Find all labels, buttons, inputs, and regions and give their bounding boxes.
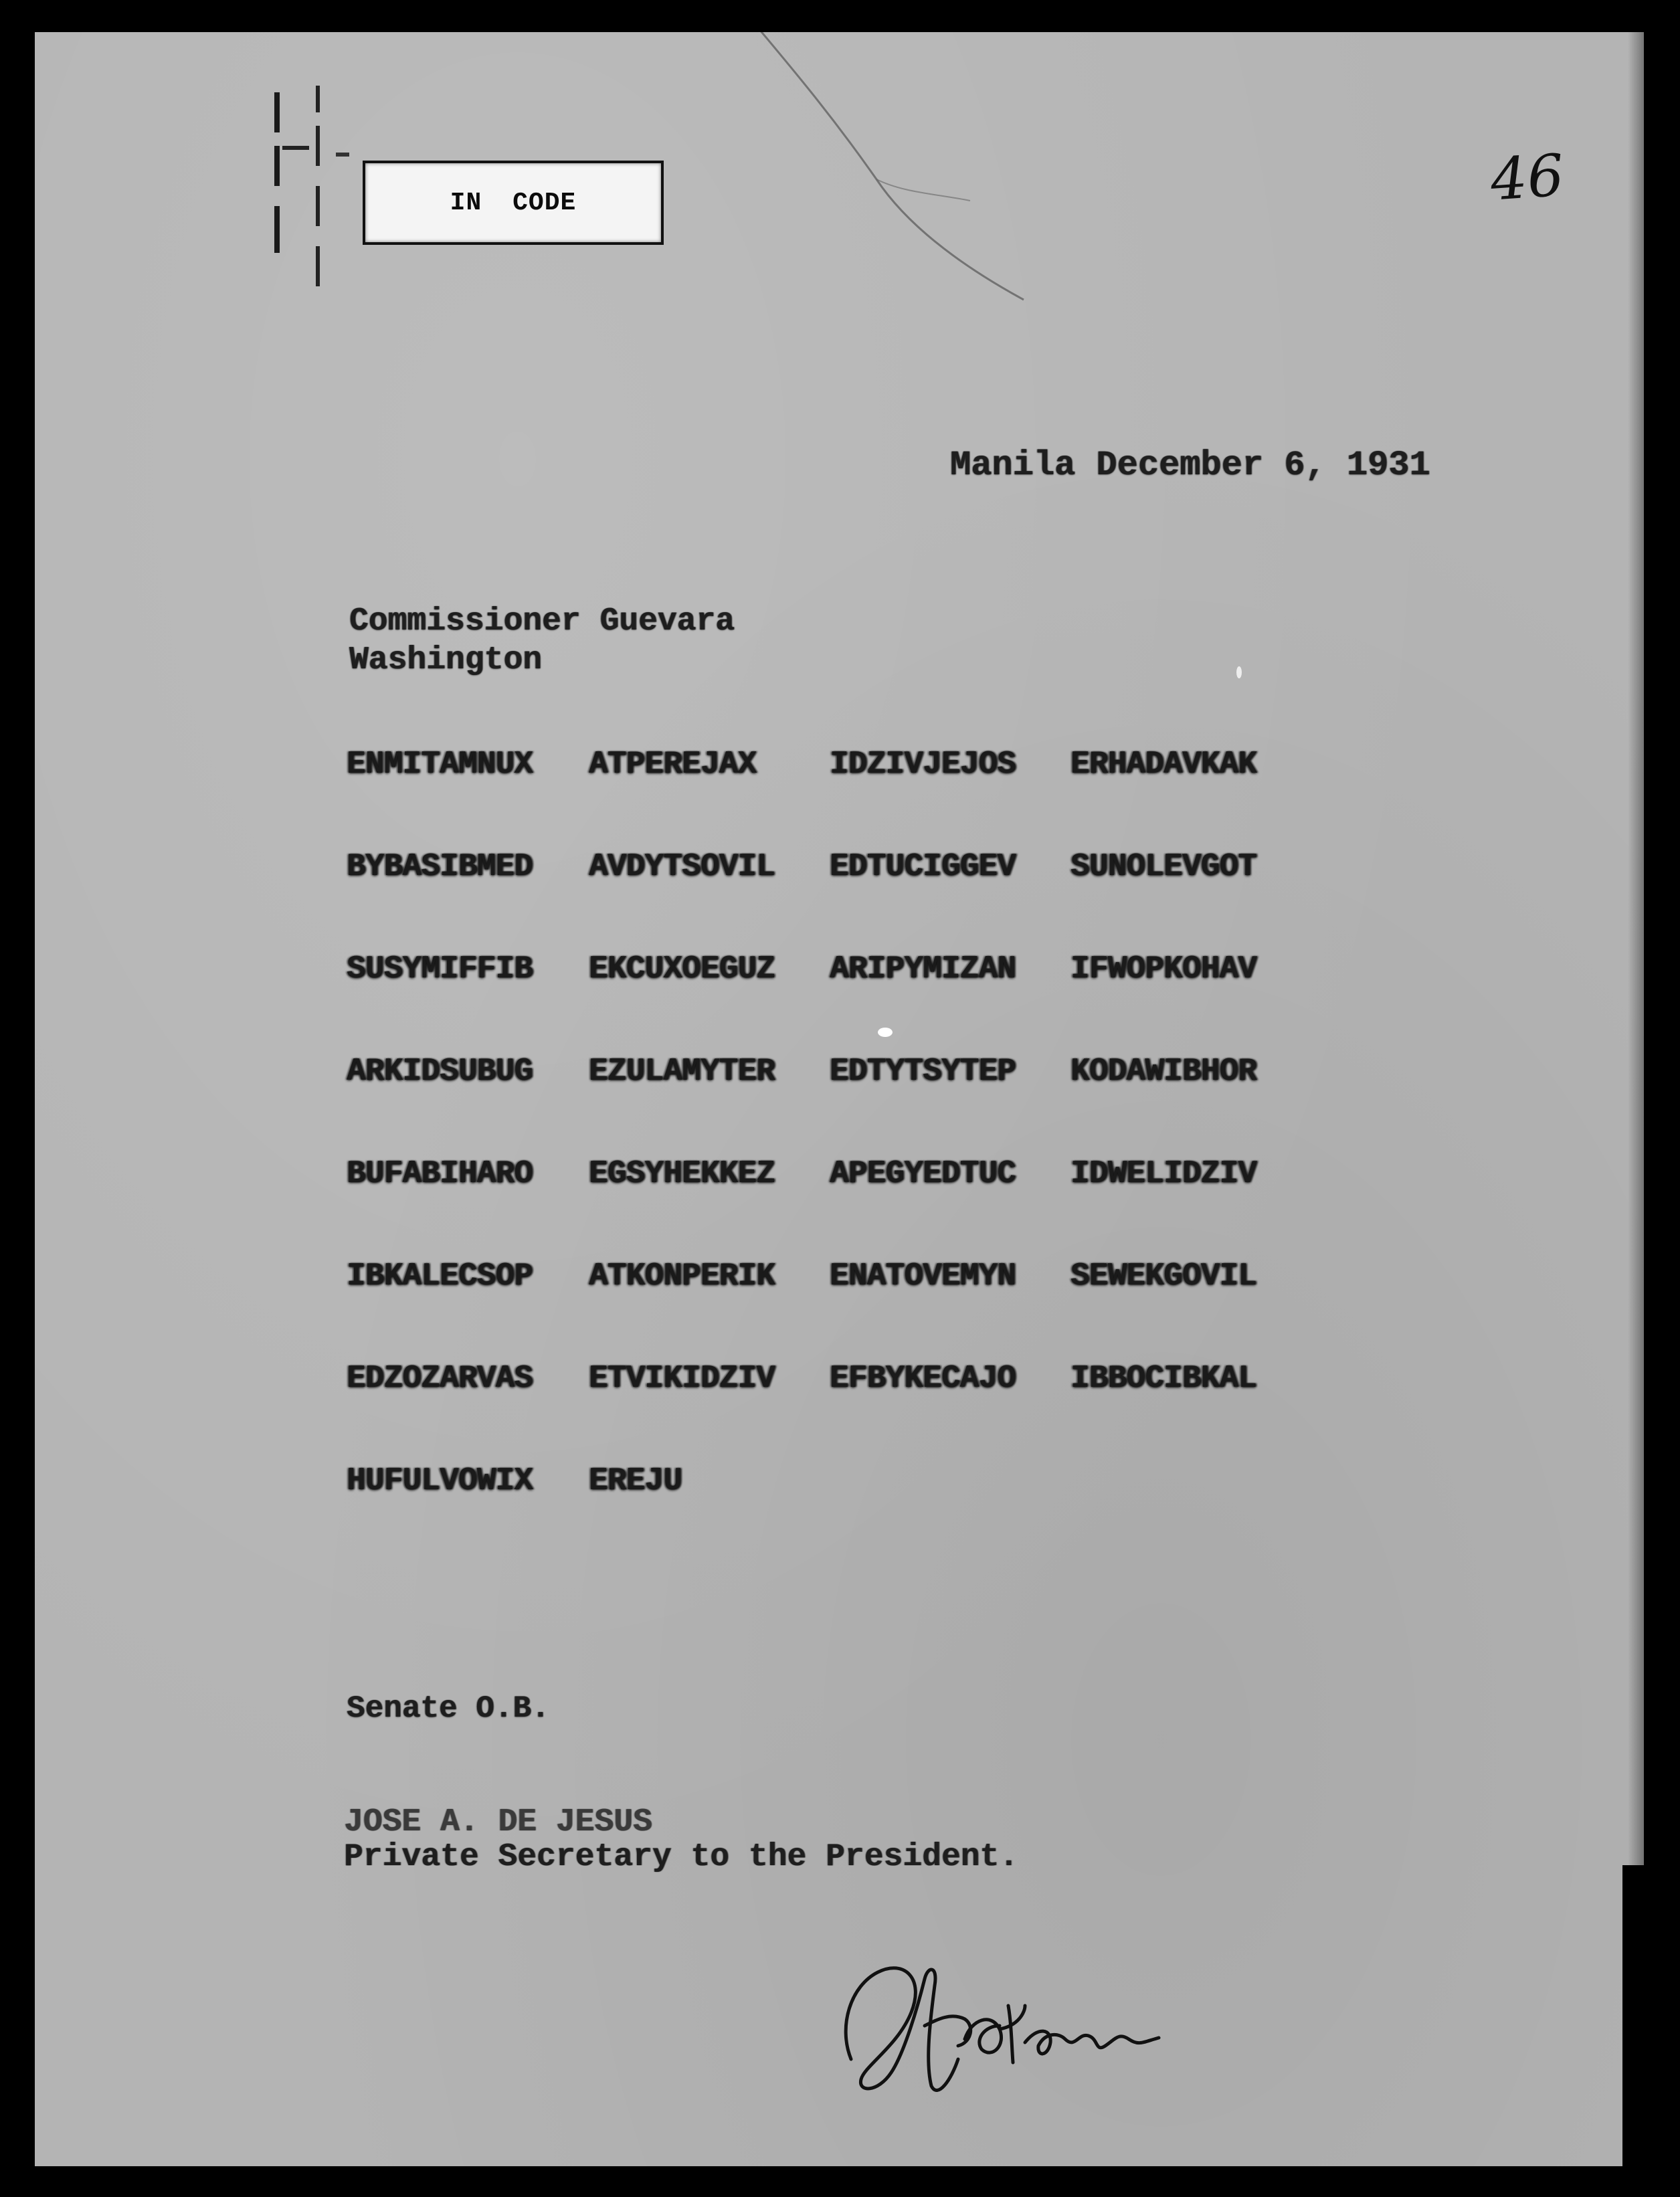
fold-crease xyxy=(749,32,1097,306)
handwritten-signature xyxy=(824,1925,1199,2113)
code-group: ERHADAVKAK xyxy=(1070,747,1257,783)
code-group: SUNOLEVGOT xyxy=(1070,849,1257,885)
code-group: ETVIKIDZIV xyxy=(589,1361,775,1397)
page-edge-shadow xyxy=(1628,32,1644,2166)
code-group: EGSYHEKKEZ xyxy=(589,1156,775,1192)
addressee-block xyxy=(349,602,735,680)
cipher-row xyxy=(347,951,1350,1054)
signatory-name: JOSE A. DE JESUS xyxy=(344,1804,652,1840)
code-group: ENMITAMNUX xyxy=(347,747,533,783)
cipher-row xyxy=(347,849,1350,951)
code-group: IDWELIDZIV xyxy=(1070,1156,1257,1192)
code-group: IFWOPKOHAV xyxy=(1070,951,1257,987)
paper-speck xyxy=(878,1028,893,1037)
code-group: BUFABIHARO xyxy=(347,1156,533,1192)
code-group: ATPEREJAX xyxy=(589,747,757,783)
binder-marks xyxy=(236,79,369,293)
code-group: EDTYTSYTEP xyxy=(830,1054,1016,1090)
cipher-row xyxy=(347,1156,1350,1258)
code-group: ARKIDSUBUG xyxy=(347,1054,533,1090)
cipher-row xyxy=(347,747,1350,849)
code-group: EKCUXOEGUZ xyxy=(589,951,775,987)
code-group: EDTUCIGGEV xyxy=(830,849,1016,885)
cipher-text-block xyxy=(347,747,1350,1565)
signature-block xyxy=(344,1805,1018,1875)
in-code-stamp xyxy=(363,161,664,245)
code-group: HUFULVOWIX xyxy=(347,1463,533,1499)
addressee-location: Washington xyxy=(349,642,543,678)
code-group: APEGYEDTUC xyxy=(830,1156,1016,1192)
cipher-row xyxy=(347,1361,1350,1463)
cipher-row xyxy=(347,1258,1350,1361)
code-group: SUSYMIFFIB xyxy=(347,951,533,987)
code-group: EREJU xyxy=(589,1463,682,1499)
dateline: Manila December 6, 1931 xyxy=(950,446,1430,485)
code-group: EZULAMYTER xyxy=(589,1054,775,1090)
code-group: KODAWIBHOR xyxy=(1070,1054,1257,1090)
cipher-row xyxy=(347,1463,1350,1565)
code-group: ATKONPERIK xyxy=(589,1258,775,1295)
code-group: ENATOVEMYN xyxy=(830,1258,1016,1295)
handwritten-page-number: 46 xyxy=(1488,142,1566,214)
senate-note: Senate O.B. xyxy=(347,1691,550,1726)
code-group: EDZOZARVAS xyxy=(347,1361,533,1397)
code-group: ARIPYMIZAN xyxy=(830,951,1016,987)
code-group: IBBOCIBKAL xyxy=(1070,1361,1257,1397)
code-group: IBKALECSOP xyxy=(347,1258,533,1295)
code-group: EFBYKECAJO xyxy=(830,1361,1016,1397)
cipher-row xyxy=(347,1054,1350,1156)
page-tear xyxy=(1622,1865,1644,2166)
stamp-label: IN CODE xyxy=(450,188,577,217)
document-page xyxy=(35,32,1644,2166)
addressee-name: Commissioner Guevara xyxy=(349,603,735,640)
paper-speck xyxy=(1236,666,1242,678)
code-group: SEWEKGOVIL xyxy=(1070,1258,1257,1295)
code-group: BYBASIBMED xyxy=(347,849,533,885)
code-group: IDZIVJEJOS xyxy=(830,747,1016,783)
signatory-title: Private Secretary to the President. xyxy=(344,1839,1019,1875)
code-group: AVDYTSOVIL xyxy=(589,849,775,885)
